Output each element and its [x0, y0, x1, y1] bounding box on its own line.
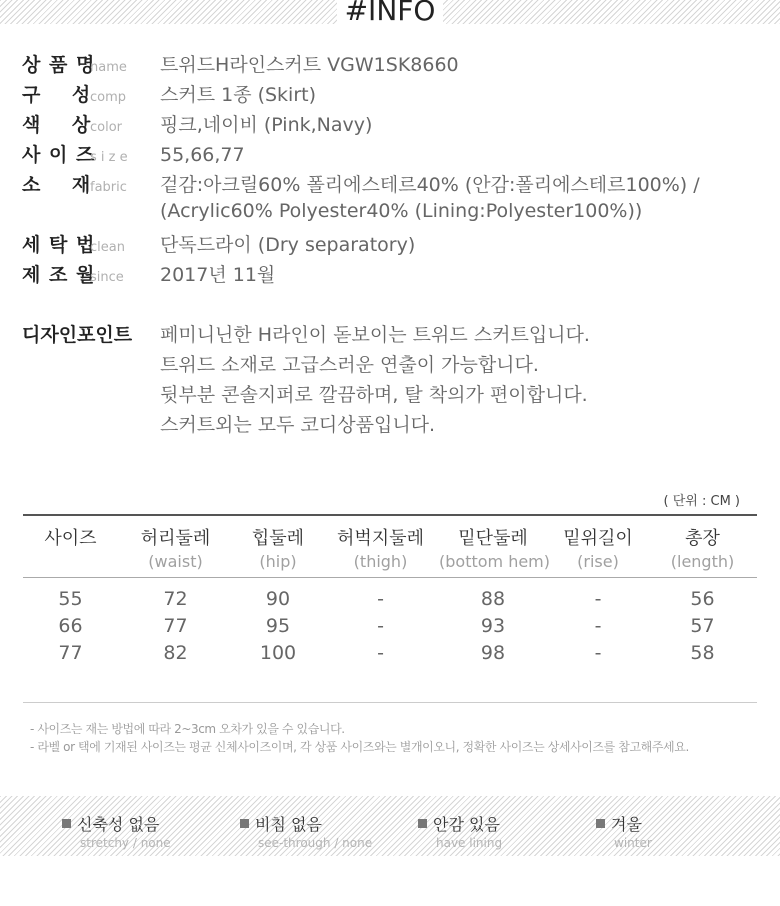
feature-stretch	[62, 812, 171, 850]
feature-lining	[418, 812, 502, 850]
table-cell: -	[594, 642, 602, 664]
info-value: 겉감:아크릴60% 폴리에스테르40% (안감:폴리에스테르100%) /	[160, 174, 700, 196]
info-title: #INFO	[0, 0, 780, 28]
info-value: 단독드라이 (Dry separatory)	[160, 234, 416, 256]
info-label: 사 이 즈	[22, 144, 96, 166]
table-cell: 57	[690, 615, 715, 637]
info-label: 구 성	[22, 84, 92, 106]
info-label-en: name	[90, 60, 127, 75]
design-point-line: 트위드 소재로 고급스러운 연출이 가능합니다.	[160, 354, 539, 376]
column-header-en: (thigh)	[353, 552, 408, 571]
info-label: 색 상	[22, 114, 92, 136]
info-label: 소 재	[22, 174, 92, 196]
table-cell: 66	[58, 615, 83, 637]
table-cell: 93	[480, 615, 506, 637]
column-header-bottom-hem	[438, 515, 551, 577]
column-header-length	[648, 515, 757, 577]
info-row-fabric-en	[22, 200, 642, 230]
column-header-ko: 밑위길이	[563, 528, 633, 549]
feature-see-through	[240, 812, 372, 850]
info-value: 55,66,77	[160, 144, 245, 166]
table-cell: 82	[163, 642, 188, 664]
info-label-en: clean	[90, 240, 125, 255]
column-header-ko: 힙둘레	[251, 528, 305, 549]
column-header-en: (hip)	[259, 552, 297, 571]
table-cell: 55	[58, 588, 83, 610]
table-row	[23, 640, 757, 667]
column-header-ko: 사이즈	[44, 528, 97, 549]
feature-label-en: have lining	[436, 836, 503, 850]
info-value: 핑크,네이비 (Pink,Navy)	[160, 114, 373, 136]
info-value: 2017년 11월	[160, 264, 276, 286]
column-header-thigh	[323, 515, 438, 577]
table-cell: 58	[690, 642, 715, 664]
info-row-size	[22, 140, 245, 170]
square-bullet-icon	[596, 819, 605, 828]
table-cell: -	[377, 642, 384, 664]
feature-label: 겨울	[611, 815, 642, 834]
info-row-name	[22, 50, 459, 80]
info-label-en: since	[90, 270, 124, 285]
size-table	[23, 514, 757, 667]
feature-label: 신축성 없음	[77, 815, 160, 834]
feature-label-en: see-through / none	[258, 836, 373, 850]
table-cell: -	[377, 588, 384, 610]
table-row	[23, 613, 757, 640]
column-header-waist	[118, 515, 233, 577]
table-cell: 56	[690, 588, 715, 610]
design-point-line: 페미니닌한 H라인이 돋보이는 트위드 스커트입니다.	[160, 324, 590, 346]
size-note: - 사이즈는 재는 방법에 따라 2~3cm 오차가 있을 수 있습니다.	[30, 722, 345, 736]
feature-label-en: stretchy / none	[80, 836, 171, 850]
design-point-line: 뒷부분 콘솔지퍼로 깔끔하며, 탈 착의가 편이합니다.	[160, 384, 588, 406]
unit-label: ( 단위 : CM )	[663, 494, 740, 509]
info-label: 세 탁 법	[22, 234, 96, 256]
square-bullet-icon	[240, 819, 249, 828]
info-label: 상 품 명	[22, 54, 96, 76]
column-header-ko: 총장	[685, 528, 720, 549]
column-header-en: (waist)	[148, 552, 203, 571]
info-row-comp	[22, 80, 316, 110]
table-cell: 77	[163, 615, 188, 637]
table-cell: 100	[259, 642, 297, 664]
feature-season	[596, 812, 652, 850]
info-label-en: s i z e	[90, 150, 128, 165]
table-cell: 77	[58, 642, 83, 664]
info-row-color	[22, 110, 372, 140]
column-header-en: (bottom hem)	[439, 552, 551, 571]
square-bullet-icon	[62, 819, 71, 828]
info-row-clean	[22, 230, 415, 260]
feature-label-en: winter	[614, 836, 652, 850]
table-cell: 88	[480, 588, 506, 610]
table-cell: 90	[265, 588, 291, 610]
square-bullet-icon	[418, 819, 427, 828]
table-bottom-divider	[23, 702, 757, 703]
column-header-ko: 허벅지둘레	[337, 528, 424, 549]
feature-label: 안감 있음	[433, 815, 500, 834]
column-header-ko: 밑단둘레	[458, 528, 528, 549]
column-header-en: (length)	[670, 552, 735, 571]
column-header-rise	[548, 515, 648, 577]
info-value: 스커트 1종 (Skirt)	[160, 84, 317, 106]
info-row-since	[22, 260, 275, 290]
info-label-en: color	[90, 120, 123, 135]
info-label: 제 조 월	[22, 264, 96, 286]
column-header-ko: 허리둘레	[140, 528, 211, 549]
info-label-en: comp	[90, 90, 127, 105]
table-cell: -	[377, 615, 384, 637]
table-cell: 72	[163, 588, 188, 610]
table-cell: 95	[265, 615, 291, 637]
info-value: (Acrylic60% Polyester40% (Lining:Polyester100%))	[160, 200, 643, 222]
size-table-header	[23, 515, 757, 577]
design-point-line: 스커트외는 모두 코디상품입니다.	[160, 414, 436, 436]
info-value: 트위드H라인스커트 VGW1SK8660	[160, 54, 459, 76]
column-header-size	[23, 515, 118, 577]
table-row	[23, 577, 757, 613]
table-cell: 98	[480, 642, 506, 664]
size-note: - 라벨 or 택에 기재된 사이즈는 평균 신체사이즈이며, 각 상품 사이즈와는 별개이오니, 정확한 사이즈는 상세사이즈를 참고해주세요.	[30, 740, 689, 754]
feature-label: 비침 없음	[255, 815, 322, 834]
info-row-fabric	[22, 170, 700, 200]
table-cell: -	[594, 615, 602, 637]
column-header-hip	[233, 515, 323, 577]
design-point-label: 디자인포인트	[22, 324, 133, 346]
info-label-en: fabric	[90, 180, 127, 195]
table-cell: -	[594, 588, 602, 610]
column-header-en: (rise)	[577, 552, 619, 571]
